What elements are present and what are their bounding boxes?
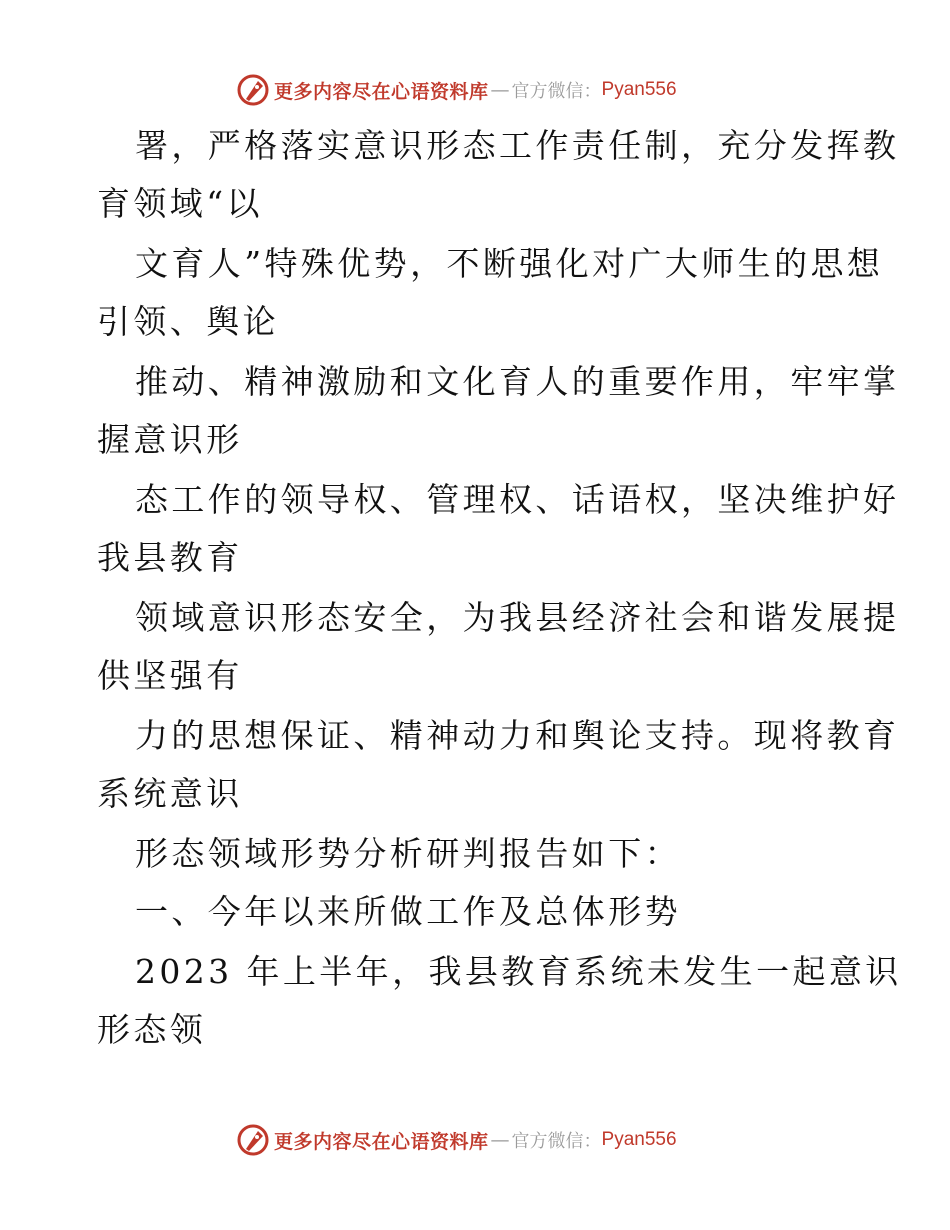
text-line: 育领域“以 [97, 184, 263, 223]
text-line: 态工作的领导权、管理权、话语权，坚决维护好 [135, 480, 900, 519]
watermark-wechat-label: 官方微信： [511, 81, 602, 102]
pen-nib-logo-icon [236, 1123, 270, 1157]
text-line: 领域意识形态安全，为我县经济社会和谐发展提 [135, 598, 900, 637]
text-line: 引领、舆论 [97, 302, 279, 341]
text-line: 署，严格落实意识形态工作责任制，充分发挥教 [135, 126, 900, 165]
watermark-wechat-label: 官方微信： [511, 1131, 602, 1152]
watermark-footer [236, 1122, 677, 1158]
text-line: 系统意识 [97, 774, 243, 813]
text-line: 形态领域形势分析研判报告如下： [135, 834, 681, 873]
watermark-separator: — [490, 1129, 510, 1151]
text-line: 文育人”特殊优势，不断强化对广大师生的思想 [135, 244, 884, 283]
text-line: 2023 年上半年，我县教育系统未发生一起意识 [135, 952, 902, 991]
watermark-wechat-id: Pyan556 [601, 79, 677, 100]
watermark-main-text: 更多内容尽在心语资料库 [274, 80, 489, 103]
watermark-separator: — [490, 79, 510, 101]
section-heading: 一、今年以来所做工作及总体形势 [135, 892, 681, 931]
text-line: 力的思想保证、精神动力和舆论支持。现将教育 [135, 716, 900, 755]
text-line: 我县教育 [97, 538, 243, 577]
watermark-wechat-id: Pyan556 [601, 1129, 677, 1150]
text-line: 形态领 [97, 1010, 207, 1049]
text-line: 供坚强有 [97, 656, 243, 695]
watermark-main-text: 更多内容尽在心语资料库 [274, 1130, 489, 1153]
watermark-header [236, 72, 677, 108]
text-line: 握意识形 [97, 420, 243, 459]
text-line: 推动、精神激励和文化育人的重要作用，牢牢掌 [135, 362, 900, 401]
pen-nib-logo-icon [236, 73, 270, 107]
